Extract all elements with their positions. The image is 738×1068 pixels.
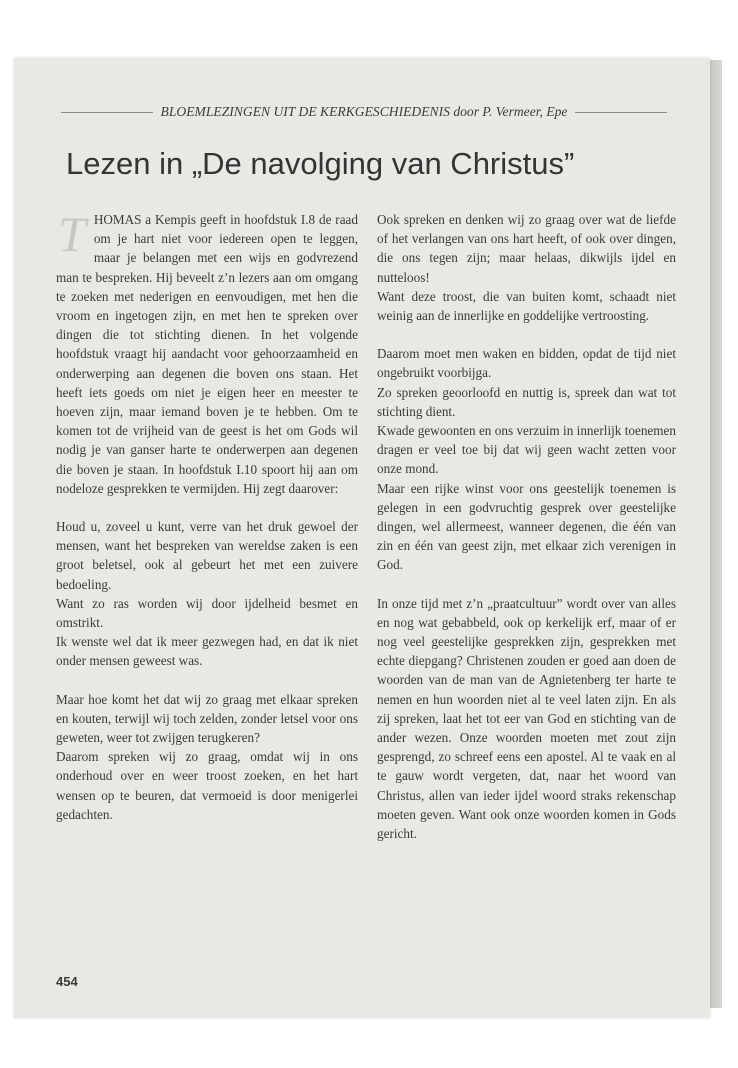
paragraph: Zo spreken geoorloofd en nuttig is, spreek dan wat tot stichting dient. [377,384,676,419]
header-rule-left [61,112,153,113]
paragraph: Ook spreken en denken wij zo graag over wat de liefde of het verlangen van ons hart heeft, of ook over dingen, die ons tegen zijn; maar helaas, dikwijls ijdel en nutteloos! [377,212,676,285]
paragraph: Daarom moet men waken en bidden, opdat de tijd niet ongebruikt voorbijga. [377,346,676,381]
header-rule-right [575,112,667,113]
drop-cap: T [58,206,86,262]
magazine-page [14,58,710,1018]
paragraph: Want deze troost, die van buiten komt, schaadt niet weinig aan de innerlijke en goddelijke vertroosting. [377,288,676,324]
header-text: BLOEMLEZINGEN UIT DE KERKGESCHIEDENIS door P. Vermeer, Epe [160,104,568,119]
left-column [56,206,358,824]
paragraph: Maar een rijke winst voor ons geestelijk toenemen is gelegen in een godvruchtig gesprek over geestelijke dingen, wel allermeest, wanneer degenen, die één van zin en één van geest zijn, met elkaar zich verenigen in God. [377,480,676,573]
paragraph: THOMAS a Kempis geeft in hoofdstuk I.8 de raad om je hart niet voor iedereen open te leggen, maar je belangen met een wijs en godvrezend man te bespreken. Hij beveelt z’n lezers aan om omgang te zoeken met nederigen en eenvoudigen, met hen die vroom en ingetogen zijn, en met hen te spreken over dingen die tot stichting dienen. In het volgende hoofdstuk vraagt hij aandacht voor gehoorzaamheid en onderwerping aan degenen die boven ons staan. Het heeft iets goeds om niet je eigen heer en meester te hoeven zijn, maar iemand boven je te hebben. Om te komen tot de vrijheid van de geest is het om Gods wil nodig je van ganser harte te onderwerpen aan degenen die boven je staan. In hoofdstuk I.10 spoort hij aan om nodeloze gesprekken te vermijden. Hij zegt daarover: [56,206,358,496]
paragraph: Houd u, zoveel u kunt, verre van het druk gewoel der mensen, want het bespreken van wereldse zaken is een groot beletsel, ook al gebeurt het met een zuivere bedoeling. [56,519,358,592]
paragraph: Maar hoe komt het dat wij zo graag met elkaar spreken en kouten, terwijl wij toch zelden, zonder letsel voor ons geweten, weer tot zwijgen terugkeren? [56,691,358,746]
right-column [377,210,676,843]
section-header [61,104,667,120]
article-title: Lezen in „De navolging van Christus” [66,146,575,181]
paragraph: Ik wenste wel dat ik meer gezwegen had, en dat ik niet onder mensen geweest was. [56,634,358,669]
page-number: 454 [56,974,78,989]
paragraph: Kwade gewoonten en ons verzuim in innerlijk toenemen dragen er veel toe bij dat wij geen wacht zetten voor onze mond. [377,423,676,477]
paragraph: In onze tijd met z’n „praatcultuur” wordt over van alles en nog wat gebabbeld, ook op kerkelijk erf, maar of er nog veel geestelijke gesprekken zijn, gesprekken met echte diepgang? Christenen zouden er goed aan doen de woorden van de man van de Agnietenberg ter harte te nemen en hun woorden niet al te veel laten zijn. En als zij spreken, laat het tot eer van God en stichting van de ander wezen. Onze woorden moeten met zout zijn gesprengd, zo schreef eens een apostel. Al te vaak en al te gauw wordt vergeten, dat, naar het woord van Christus, allen van ieder ijdel woord straks rekenschap moeten geven. Want ook onze woorden komen in Gods gericht. [377,595,676,842]
paragraph: Daarom spreken wij zo graag, omdat wij in ons onderhoud over en weer troost zoeken, en het hart wensen op te beuren, dat vermoeid is door menigerlei gedachten. [56,749,358,822]
paragraph: Want zo ras worden wij door ijdelheid besmet en omstrikt. [56,595,358,631]
